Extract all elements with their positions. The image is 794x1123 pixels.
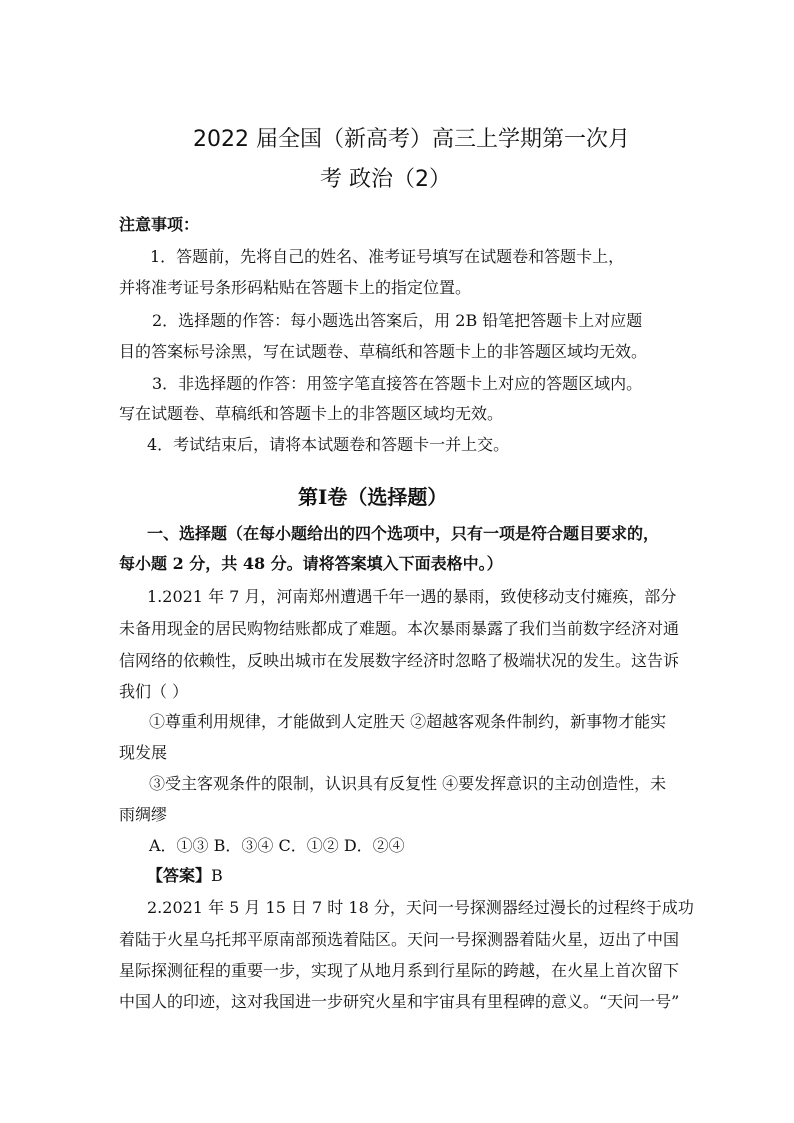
notice-line: 写在试题卷、草稿纸和答题卡上的非答题区域均无效。	[119, 404, 504, 423]
answer-label: 【答案】	[147, 866, 212, 885]
q2-stem-line: 中国人的印迹，这对我国进一步研究火星和宇宙具有里程碑的意义。“天问一号”	[119, 992, 680, 1011]
notice-line: 1．答题前，先将自己的姓名、准考证号填写在试题卷和答题卡上，	[150, 247, 625, 266]
q2-stem-line: 2.2021 年 5 月 15 日 7 时 18 分，天问一号探测器经过漫长的过程终于成功	[147, 898, 694, 917]
q2-stem-line: 星际探测征程的重要一步，实现了从地月系到行星际的跨越，在火星上首次留下	[119, 961, 680, 980]
answer-value: B	[211, 866, 223, 885]
notice-line: 4．考试结束后，请将本试题卷和答题卡一并上交。	[147, 435, 510, 454]
q1-option-line: 现发展	[119, 743, 168, 762]
q1-stem-line: 信网络的依赖性，反映出城市在发展数字经济时忽略了极端状况的发生。这告诉	[119, 651, 680, 670]
notice-line: 2．选择题的作答：每小题选出答案后，用 2B 铅笔把答题卡上对应题	[152, 311, 643, 330]
q1-choices: A．①③ B．③④ C．①② D．②④	[149, 836, 405, 855]
q1-option-line: ①尊重利用规律，才能做到人定胜天 ②超越客观条件制约，新事物才能实	[149, 712, 667, 731]
section-intro: 一、选择题（在每小题给出的四个选项中，只有一项是符合题目要求的，	[147, 524, 660, 543]
notice-line: 目的答案标号涂黑，写在试题卷、草稿纸和答题卡上的非答题区域均无效。	[119, 342, 648, 361]
q1-option-line: 雨绸缪	[119, 805, 168, 824]
q1-stem-line: 未备用现金的居民购物结账都成了难题。本次暴雨暴露了我们当前数字经济对通	[119, 619, 680, 638]
q1-stem-line: 我们（ ）	[119, 682, 189, 701]
title-line-2: 考 政治（2）	[320, 167, 451, 192]
title-line-1: 2022 届全国（新高考）高三上学期第一次月	[193, 127, 630, 152]
q1-option-line: ③受主客观条件的限制，认识具有反复性 ④要发挥意识的主动创造性，未	[149, 774, 667, 793]
q1-answer	[147, 866, 223, 886]
q2-stem-line: 着陆于火星乌托邦平原南部预选着陆区。天问一号探测器着陆火星，迈出了中国	[119, 930, 680, 949]
section-title: 第Ⅰ卷（选择题）	[298, 485, 448, 509]
section-intro: 每小题 2 分，共 48 分。请将答案填入下面表格中。）	[119, 554, 503, 573]
notice-line: 3．非选择题的作答：用签字笔直接答在答题卡上对应的答题区域内。	[152, 374, 643, 393]
q1-stem-line: 1.2021 年 7 月，河南郑州遭遇千年一遇的暴雨，致使移动支付瘫痪，部分	[147, 587, 677, 606]
notice-line: 并将准考证号条形码粘贴在答题卡上的指定位置。	[119, 278, 472, 297]
notice-heading: 注意事项：	[119, 215, 200, 234]
